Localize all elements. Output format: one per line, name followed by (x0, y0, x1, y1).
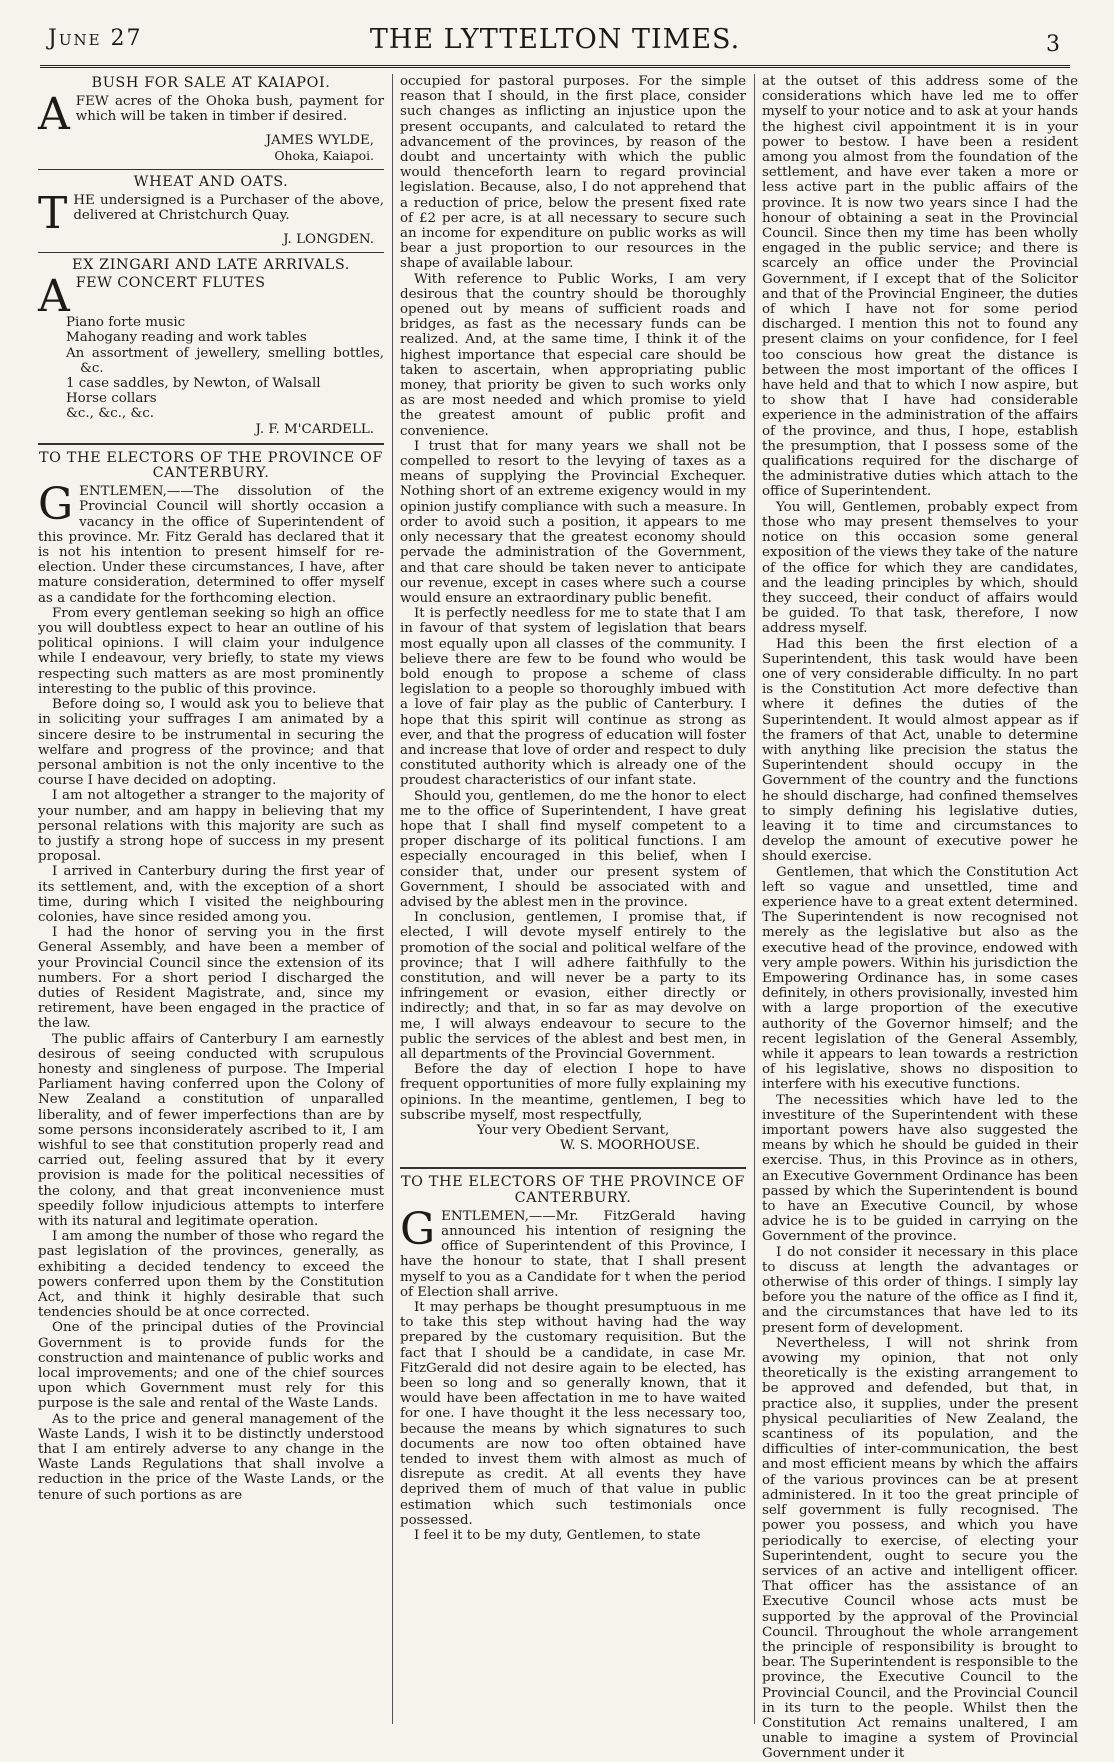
paragraph: You will, Gentlemen, probably expect from those who may present themselves to your notice on this occasion some general exposition of the views they take of the nature of the office for which they are candidates, and the leading principles by which, should they succeed, their conduct of affairs would be guided. To that task, therefore, I now address myself. (762, 499, 1078, 637)
ad-signer: J. LONGDEN. (283, 231, 374, 247)
paragraph: occupied for pastoral purposes. For the simple reason that I should, in the first place, consider such changes as inflicting an injustice upon the present occupants, and calculated to retard the advancement of the provinces, by reason of the doubt and uncertainty with which the public would thenceforth learn to regard provincial legislation. Because, also, I do not apprehend that a reduction of price, below the present fixed rate of £2 per acre, is at all necessary to secure such an income for expenditure on public works as will bear a just proportion to our resources in the shape of available labour. (400, 74, 746, 272)
list-item: &c., &c., &c. (66, 406, 155, 422)
ad-heading: EX ZINGARI AND LATE ARRIVALS. (72, 257, 350, 274)
list-item: Piano forte music (66, 315, 186, 331)
paragraph: I feel it to be my duty, Gentlemen, to state (414, 1528, 701, 1544)
paragraph: I arrived in Canterbury during the first year of its settlement, and, with the exception of a short time, during which I visited the neighbouring colonies, have since resided among you. (38, 864, 384, 925)
column-divider (754, 74, 755, 1724)
paragraph: It may perhaps be thought presumptuous in me to take this step without having had the way prepared by the customary requisition. But the fact that I should be a candidate, in case Mr. FitzGerald did not desire again to be elected, has been so long and so generally known, that it would have been affectation in me to have waited for one. I have thought it the less necessary too, because the means by which signatures to such documents are now too often obtained have tended to invest them with almost as much of disrepute as credit. At all events they have deprived them of much of that value in public estimation which such testimonials once possessed. (400, 1300, 746, 1528)
paragraph: I do not consider it necessary in this place to discuss at length the advantages or otherwise of this order of things. I simply lay before you the nature of the office as I find it, and the circumstances that have led to its present form of development. (762, 1244, 1078, 1336)
drop-cap: G (38, 479, 74, 531)
ad-heading: WHEAT AND OATS. (133, 173, 289, 190)
paragraph: As to the price and general management of the Waste Lands, I wish it to be distinctly understood that I am entirely adverse to any change in the Waste Lands Regulations that shall involve a reduction in the price of the Waste Lands, or the tenure of such portions as are (38, 1411, 384, 1503)
paragraph: Gentlemen, that which the Constitution Act left so vague and unsettled, time and experience have to a great extent determined. The Superintendent is now recognised not merely as the legislative but also as the executive head of the province, endowed with very ample powers. Within his jurisdiction the Empowering Ordinance has, in some cases definitely, in others provisionally, invested him with a large proportion of the executive authority of the Governor himself; and the recent legislation of the General Assembly, while it appears to lean towards a restriction of his legislative, shows no disposition to interfere with his executive functions. (762, 864, 1078, 1093)
paragraph: From every gentleman seeking so high an office you will doubtless expect to hear an outline of his political opinions. I will claim your indulgence while I endeavour, very briefly, to state my views respecting such matters as are most prominently interesting to the public of this province. (38, 605, 384, 697)
paragraph: Nevertheless, I will not shrink from avowing my opinion, that not only theoretically is the existing arrangement to be approved and defended, but that, in practice also, it supplies, under the present physical peculiarities of New Zealand, the scantiness of its population, and the difficulties of inter-communication, the best and most efficient means by which the affairs of the various provinces can be at present administered. In it too the great principle of self government is fully recognised. The power you possess, and which you have periodically to exercise, of electing your Superintendent, ought to secure you the services of an active and intelligent officer. That officer has the assistance of an Executive Council whose acts must be supported by the approval of the Provincial Council. Throughout the whole arrangement the principle of responsibility is brought to bear. The Superintendent is responsible to the province, the Executive Council to the Provincial Council, and the Provincial Council in its turn to the people. Whilst then the Constitution Act remains unaltered, I am unable to imagine a system of Provincial Government under it (762, 1335, 1078, 1762)
ad-body: HE undersigned is a Purchaser of the above, delivered at Christchurch Quay. (73, 192, 384, 224)
issue-date: June 27 (48, 26, 143, 51)
paragraph: One of the principal duties of the Provincial Government is to provide funds for the construction and maintenance of public works and local improvements; and one of the chief sources upon which Government must rely for this purpose is the sale and rental of the Waste Lands. (38, 1320, 384, 1412)
column-1 (38, 74, 384, 1722)
list-item: Horse collars (66, 391, 157, 407)
letter-opening: ENTLEMEN,——The dissolution of the Provincial Council will shortly occasion a vacancy in the office of Superintendent of this province. Mr. Fitz Gerald has declared that it is not his intention to present himself for re-election. Under these circumstances, I have, after mature consideration, determined to offer myself as a candidate for the forthcoming election. (38, 484, 384, 606)
paragraph: Should you, gentlemen, do me the honor to elect me to the office of Superintendent, I have great hope that I shall find myself competent to a proper discharge of its political functions. I am especially encouraged in this belief, when I consider that, under our present system of Government, I should be associated with and advised by the ablest men in the province. (400, 788, 746, 910)
paragraph: Before the day of election I hope to have frequent opportunities of more fully explaining my opinions. In the meantime, gentlemen, I beg to subscribe myself, most respectfully, (400, 1062, 746, 1123)
page-number: 3 (1046, 32, 1060, 57)
paragraph: In conclusion, gentlemen, I promise that, if elected, I will devote myself entirely to the promotion of the social and political welfare of the province; that I will adhere faithfully to the constitution, and will never be a party to its infringement or evasion, either directly or indirectly; and that, in so far as may devolve on me, I will always endeavour to secure to the public the services of the ablest and best men, in all departments of the Provincial Government. (400, 910, 746, 1062)
ad-wheat (38, 175, 384, 247)
drop-cap: T (38, 187, 68, 239)
ad-zingari (38, 258, 384, 437)
letter-fitzgerald-successor (400, 1175, 746, 1543)
ad-lead: FEW CONCERT FLUTES (75, 275, 266, 292)
letter-closing: Your very Obedient Servant, (476, 1123, 670, 1139)
list-item: 1 case saddles, by Newton, of Walsall (66, 376, 321, 392)
letter-moorhouse (38, 451, 384, 1503)
paragraph: Before doing so, I would ask you to believe that in soliciting your suffrages I am animated by a sincere desire to be instrumental in securing the welfare and progress of the province; and that personal ambition is not the only incentive to the course I have decided on adopting. (38, 697, 384, 789)
paragraph: It is perfectly needless for me to state that I am in favour of that system of legislation that bears most equally upon all classes of the community. I believe there are few to be found who would be bold enough to propose a scheme of class legislation to a people so thoroughly imbued with a love of fair play as the public of Canterbury. I hope that this spirit will continue as strong as ever, and that the progress of education will foster and increase that love of order and respect to duly constituted authority which is already one of the proudest characteristics of our infant state. (400, 606, 746, 789)
drop-cap: A (38, 89, 70, 141)
letter-signer: W. S. MOORHOUSE. (559, 1138, 700, 1154)
drop-cap: G (400, 1203, 436, 1255)
paragraph: With reference to Public Works, I am very desirous that the country should be thoroughly opened out by means of sufficient roads and bridges, as fast as the necessary funds can be realized. And, at the same time, I think it of the highest importance that especial care should be taken to ascertain, when appropriating public money, that priority be given to such works only as are most needed and which promise to yield the greatest amount of public profit and convenience. (400, 271, 746, 439)
separator (38, 252, 384, 253)
ad-signer: J. F. M'CARDELL. (255, 421, 374, 437)
letter-heading: TO THE ELECTORS OF THE PROVINCE OF CANTERBURY. (38, 449, 384, 482)
separator (38, 443, 384, 445)
paragraph: I am not altogether a stranger to the majority of your number, and am happy in believing that my personal relations with this majority are such as to justify a strong hope of success in my present proposal. (38, 788, 384, 865)
paragraph: The public affairs of Canterbury I am earnestly desirous of seeing conducted with scrupulous honesty and singleness of purpose. The Imperial Parliament having conferred upon the Colony of New Zealand a constitution of unparalled liberality, and of fewer imperfections than are by some persons inconsiderately ascribed to it, I am wishful to see that constitution properly read and carried out, feeling assured that by it every provision is made for the political necessities of the colony, and that great inconvenience must speedily follow injudicious attempts to interfere with its natural and legitimate operation. (38, 1031, 384, 1229)
ad-place: Ohoka, Kaiapoi. (274, 148, 374, 164)
masthead-rule (40, 65, 1070, 68)
ad-body: FEW acres of the Ohoka bush, payment for which will be taken in timber if desired. (75, 94, 384, 125)
list-item: Mahogany reading and work tables (66, 330, 307, 346)
separator (38, 169, 384, 170)
paragraph: I am among the number of those who regard the past legislation of the provinces, generally, as exhibiting a decided tendency to exceed the powers conferred upon them by the Constitution Act, and think it highly desirable that such tendencies should be at once corrected. (38, 1229, 384, 1321)
separator (400, 1167, 746, 1169)
ad-bush (38, 76, 384, 164)
paragraph: I trust that for many years we shall not be compelled to resort to the levying of taxes as a means of supplying the Provincial Exchequer. Nothing short of an extreme exigency would in my opinion justify compliance with such a measure. In order to avoid such a position, it appears to me only necessary that the greatest economy should pervade the administration of the Government, and that care should be taken never to anticipate our revenue, except in cases where such a course would ensure an extraordinary public benefit. (400, 438, 746, 606)
letter-opening: ENTLEMEN,——Mr. FitzGerald having announced his intention of resigning the office of Superintendent of this Province, I have the honour to state, that I shall present myself to you as a Candidate for t when the period of Election shall arrive. (400, 1208, 746, 1300)
letter-heading: TO THE ELECTORS OF THE PROVINCE OF CANTERBURY. (400, 1174, 746, 1206)
newspaper-title: THE LYTTELTON TIMES. (369, 24, 741, 55)
paragraph: at the outset of this address some of the considerations which have led me to offer myself to your notice and to ask at your hands the highest civil appointment it is in your power to bestow. I have been a resident among you almost from the foundation of the settlement, and have ever taken a more or less active part in the public affairs of the province. It is now two years since I had the honour of obtaining a seat in the Provincial Council. Since then my time has been wholly engaged in the public service; and there is scarcely an office under the Provincial Government, if I except that of the Solicitor and that of the Provincial Engineer, the duties of which I have not for some period discharged. I mention this not to found any present claims on your confidence, for I feel too conscious how great the distance is between the most important of the offices I have held and that to which I now aspire, but to show that I have had considerable experience in the administration of the affairs of the province, and thus, I hope, establish the presumption, that I possess some of the qualifications required for the discharge of the administrative duties which attach to the office of Superintendent. (762, 74, 1078, 500)
paragraph: Had this been the first election of a Superintendent, this task would have been one of very considerable difficulty. In no part is the Constitution Act more defective than where it defines the duties of the Superintendent. It would almost appear as if the framers of that Act, unable to determine with anything like precision the status the Superintendent should occupy in the Government of the country and the functions he should discharge, had confined themselves to simply defining his legislative duties, leaving it to time and circumstances to develop the amount of executive power he should exercise. (762, 636, 1078, 865)
column-3 (762, 74, 1078, 1762)
column-2 (400, 74, 746, 1722)
masthead (40, 20, 1070, 68)
ad-signer: JAMES WYLDE, (265, 133, 374, 149)
drop-cap: A (38, 271, 70, 323)
list-item: An assortment of jewellery, smelling bottles, &c. (66, 345, 384, 376)
ad-items (38, 315, 384, 421)
paragraph: I had the honor of serving you in the first General Assembly, and have been a member of your Provincial Council since the extension of its numbers. For a short period I discharged the duties of Resident Magistrate, and, since my retirement, have been engaged in the practice of the law. (38, 925, 384, 1032)
paragraph: The necessities which have led to the investiture of the Superintendent with these important powers have also suggested the means by which he should be guided in their exercise. Thus, in this Province as in others, an Executive Government Ordinance has been passed by which the Superintendent is bound to have an Executive Council, by whose advice he is to be guided in carrying on the Government of the province. (762, 1092, 1078, 1245)
ad-heading: BUSH FOR SALE AT KAIAPOI. (91, 75, 331, 91)
column-divider (392, 74, 393, 1724)
